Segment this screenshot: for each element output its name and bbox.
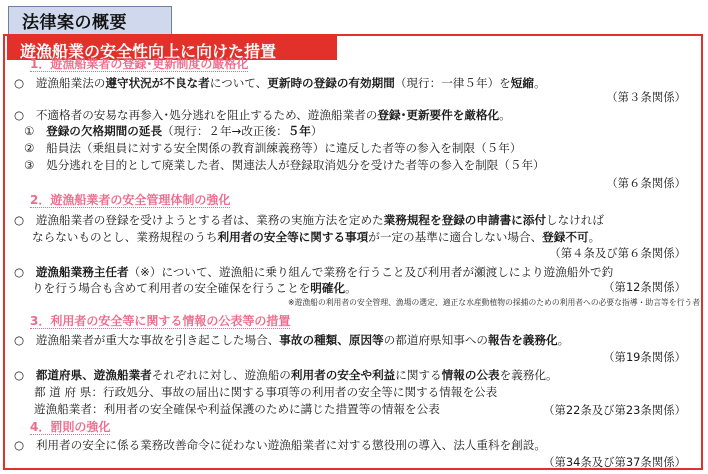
s1-item2-text1: 不適格者の安易な再参入･処分逃れを阻止するため、遊漁船業者の bbox=[35, 108, 378, 122]
s2-item2b-text1: りを行う場合も含めて利用者の安全確保を行うことを bbox=[32, 281, 311, 295]
s3-item2-text1: それぞれに対し、遊漁船の bbox=[151, 368, 291, 382]
s2-item1-bold1: 業務規程を登録の申請書に添付 bbox=[383, 213, 546, 227]
s2-item1b-bold2: 登録不可 bbox=[542, 230, 589, 244]
s2-item2 bbox=[14, 265, 613, 279]
s3-ref2: （第22条及び第23条関係） bbox=[543, 403, 686, 417]
section-1-heading: 1．遊漁船業者の登録･更新制度の厳格化 bbox=[30, 57, 249, 71]
s2-item2-cont bbox=[32, 281, 357, 295]
s3-item1-text1: 遊漁船業者が重大な事故を引き起こした場合、 bbox=[35, 333, 280, 347]
s3-ref1: （第19条関係） bbox=[603, 350, 686, 364]
s1-num1-text1: （現行：２年→改正後： bbox=[162, 124, 288, 138]
s2-ref2: （第12条関係） bbox=[603, 280, 686, 294]
s1-num2-text: 船員法（乗組員に対する安全関係の教育訓練義務等）に違反した者等の参入を制限（５年） bbox=[46, 141, 522, 155]
s2-item1b-bold1: 利用者の安全等に関する事項 bbox=[217, 230, 369, 244]
section-header: 遊漁船業の安全性向上に向けた措置 bbox=[20, 42, 277, 61]
s3-item2-bold3: 情報の公表 bbox=[441, 368, 500, 382]
s3-list2-text: ：利用者の安全確保や利益保護のために講じた措置等の情報を公表 bbox=[91, 402, 440, 416]
s2-item1b-text1: ならないものとし、業務規程のうち bbox=[32, 230, 218, 244]
bullet: ○ bbox=[14, 368, 25, 382]
bullet: ○ bbox=[14, 265, 25, 279]
s1-ref1: （第３条関係） bbox=[606, 90, 686, 104]
s2-item1b-text3: 。 bbox=[588, 230, 601, 244]
bullet: ○ bbox=[14, 438, 25, 452]
s1-item1-text4: 。 bbox=[533, 76, 546, 90]
s3-list2 bbox=[34, 402, 440, 416]
s2-item1-cont bbox=[32, 230, 600, 244]
s1-num1-text2: ） bbox=[310, 124, 323, 138]
s1-item2 bbox=[14, 108, 511, 122]
s1-num1 bbox=[24, 124, 323, 138]
s3-list1-label: 都 道 府 県 bbox=[34, 385, 92, 399]
s1-item1-text1: 遊漁船業法の bbox=[35, 76, 106, 90]
s1-item1-text2: について、 bbox=[209, 76, 268, 90]
s2-item1-text2: しなければ bbox=[545, 213, 604, 227]
num-marker: ③ bbox=[24, 158, 35, 172]
s2-footnote: ※遊漁船の利用者の安全管理、漁場の選定、適正な水産動植物の採捕のための利用者への必要な指導・助言等を行う者 bbox=[288, 298, 700, 307]
s1-ref2: （第６条関係） bbox=[606, 176, 686, 190]
s2-item1 bbox=[14, 213, 604, 227]
s3-item1-bold2: 報告を義務化 bbox=[488, 333, 558, 347]
s3-item1-text2: の都道府県知事への bbox=[383, 333, 489, 347]
s1-num1-bold2: ５年 bbox=[287, 124, 311, 138]
s2-ref1: （第４条及び第６条関係） bbox=[549, 246, 686, 260]
section-2-heading: 2．遊漁船業者の安全管理体制の強化 bbox=[30, 193, 231, 207]
page-title: 法律案の概要 bbox=[22, 13, 127, 33]
s2-item1-text1: 遊漁船業者の登録を受けようとする者は、業務の実施方法を定めた bbox=[35, 213, 384, 227]
section-4-heading: 4．罰則の強化 bbox=[30, 420, 111, 434]
s2-item2-bold1: 遊漁船業務主任者 bbox=[35, 265, 129, 279]
s3-item2 bbox=[14, 368, 558, 382]
s1-item1-bold2: 更新時の登録の有効期間 bbox=[267, 76, 395, 90]
s4-ref1: （第34条及び第37条関係） bbox=[543, 455, 686, 469]
bullet: ○ bbox=[14, 108, 25, 122]
s1-num3 bbox=[24, 158, 545, 172]
s1-item1 bbox=[14, 76, 546, 90]
num-marker: ① bbox=[24, 124, 35, 138]
bullet: ○ bbox=[14, 213, 25, 227]
s1-item1-bold1: 遵守状況が不良な者 bbox=[105, 76, 210, 90]
s3-item2-text2: に関する bbox=[395, 368, 442, 382]
s2-item2b-bold1: 明確化 bbox=[310, 281, 346, 295]
section-3-heading: 3．利用者の安全等に関する情報の公表等の措置 bbox=[30, 314, 291, 328]
s1-item1-bold3: 短縮 bbox=[510, 76, 534, 90]
s3-item1-bold1: 事故の種類、原因等 bbox=[279, 333, 384, 347]
s2-item2b-text2: 。 bbox=[345, 281, 357, 295]
s3-list2-label: 遊漁船業者 bbox=[34, 402, 92, 416]
s3-list1-text: ：行政処分、事故の届出に関する事項等の利用者の安全等に関する情報を公表 bbox=[91, 385, 498, 399]
s3-list1 bbox=[34, 385, 497, 399]
s1-num2 bbox=[24, 141, 521, 155]
s1-num1-bold1: 登録の欠格期間の延長 bbox=[46, 124, 163, 138]
s4-item1 bbox=[14, 438, 546, 452]
s2-item2-text1: （※）について、遊漁船に乗り組んで業務を行うこと及び利用者が瀬渡しにより遊漁船外で釣 bbox=[128, 265, 614, 279]
s4-item1-text: 利用者の安全に係る業務改善命令に従わない遊漁船業者に対する懲役刑の導入、法人重科を創設。 bbox=[35, 438, 546, 452]
s3-item1-text3: 。 bbox=[557, 333, 570, 347]
s3-item2-bold1: 都道府県、遊漁船業者 bbox=[35, 368, 152, 382]
s1-num3-text: 処分逃れを目的として廃業した者、関連法人が登録取消処分を受けた者等の参入を制限（５年） bbox=[46, 158, 545, 172]
s1-item2-bold1: 登録･更新要件を厳格化 bbox=[377, 108, 500, 122]
s1-item2-text2: 。 bbox=[499, 108, 511, 122]
bullet: ○ bbox=[14, 76, 25, 90]
s3-item1 bbox=[14, 333, 569, 347]
bullet: ○ bbox=[14, 333, 25, 347]
num-marker: ② bbox=[24, 141, 35, 155]
s1-item1-text3: （現行：一律５年）を bbox=[394, 76, 511, 90]
s3-item2-bold2: 利用者の安全や利益 bbox=[290, 368, 396, 382]
s3-item2-text3: を義務化。 bbox=[499, 368, 558, 382]
s2-item1b-text2: が一定の基準に適合しない場合、 bbox=[368, 230, 543, 244]
